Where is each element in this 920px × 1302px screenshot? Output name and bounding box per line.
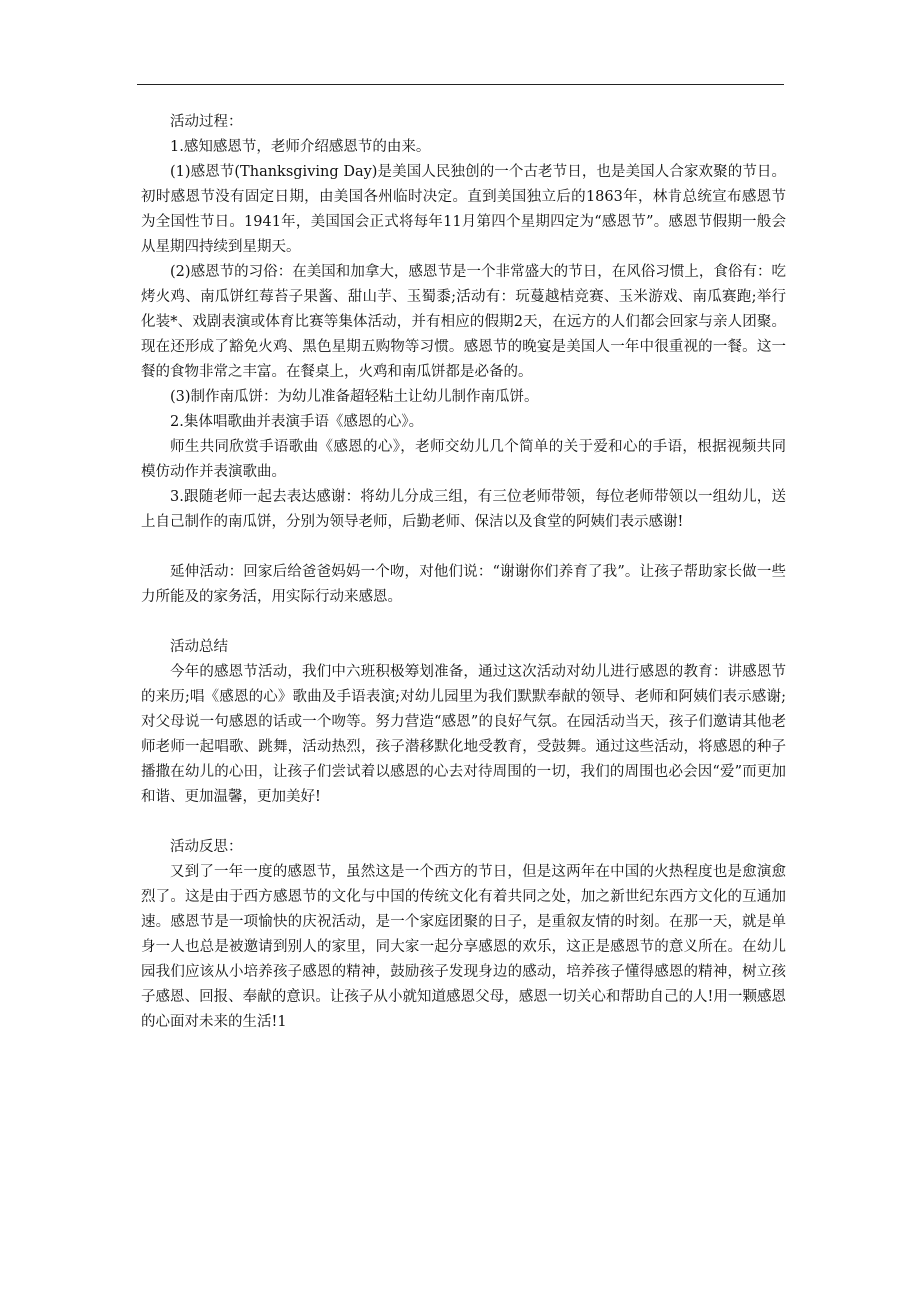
section-gap (141, 535, 786, 560)
extension-paragraph: 延伸活动：回家后给爸爸妈妈一个吻，对他们说：“谢谢你们养育了我”。让孩子帮助家长做一些力所能及的家务活，用实际行动来感恩。 (141, 564, 786, 605)
pumpkin-pie-paragraph: (3)制作南瓜饼：为幼儿准备超轻粘土让幼儿制作南瓜饼。 (170, 389, 539, 405)
process-step-2: 2.集体唱歌曲并表演手语《感恩的心》。 (170, 414, 424, 430)
document-body (141, 110, 786, 1035)
header-rule (137, 84, 784, 85)
thanksgiving-customs-paragraph: (2)感恩节的习俗：在美国和加拿大，感恩节是一个非常盛大的节日，在风俗习惯上，食俗有：吃烤火鸡、南瓜饼红莓苔子果酱、甜山芋、玉蜀黍;活动有：玩蔓越桔竞赛、玉米游戏、南瓜赛跑;举行化装*、戏剧表演或体育比赛等集体活动，并有相应的假期2天，在远方的人们都会回家与亲人团聚。现在还形成了豁免火鸡、黑色星期五购物等习惯。感恩节的晚宴是美国人一年中很重视的一餐。这一餐的食物非常之丰富。在餐桌上，火鸡和南瓜饼都是必备的。 (141, 264, 786, 380)
section-gap (141, 610, 786, 635)
process-step-1: 1.感知感恩节，老师介绍感恩节的由来。 (170, 139, 431, 155)
thanksgiving-origin-paragraph: (1)感恩节(Thanksgiving Day)是美国人民独创的一个古老节日，也是美国人合家欢聚的节日。初时感恩节没有固定日期，由美国各州临时决定。直到美国独立后的1863年，林肯总统宣布感恩节为全国性节日。1941年，美国国会正式将每年11月第四个星期四定为“感恩节”。感恩节假期一般会从星期四持续到星期天。 (141, 164, 786, 255)
process-heading: 活动过程： (170, 114, 243, 130)
section-gap (141, 810, 786, 835)
summary-heading: 活动总结 (170, 639, 228, 655)
summary-paragraph: 今年的感恩节活动，我们中六班积极筹划准备，通过这次活动对幼儿进行感恩的教育：讲感恩节的来历;唱《感恩的心》歌曲及手语表演;对幼儿园里为我们默默奉献的领导、老师和阿姨们表示感谢;对父母说一句感恩的话或一个吻等。努力营造“感恩”的良好气氛。在园活动当天，孩子们邀请其他老师老师一起唱歌、跳舞，活动热烈，孩子潜移默化地受教育，受鼓舞。通过这些活动，将感恩的种子播撒在幼儿的心田，让孩子们尝试着以感恩的心去对待周围的一切，我们的周围也必会因“爱”而更加和谐、更加温馨，更加美好! (141, 664, 786, 805)
reflection-heading: 活动反思： (170, 839, 243, 855)
process-step-3: 3.跟随老师一起去表达感谢：将幼儿分成三组，有三位老师带领，每位老师带领以一组幼儿，送上自己制作的南瓜饼，分别为领导老师，后勤老师、保洁以及食堂的阿姨们表示感谢! (141, 489, 786, 530)
reflection-paragraph: 又到了一年一度的感恩节，虽然这是一个西方的节日，但是这两年在中国的火热程度也是愈演愈烈了。这是由于西方感恩节的文化与中国的传统文化有着共同之处，加之新世纪东西方文化的互通加速。感恩节是一项愉快的庆祝活动，是一个家庭团聚的日子，是重叙友情的时刻。在那一天，就是单身一人也总是被邀请到别人的家里，同大家一起分享感恩的欢乐，这正是感恩节的意义所在。在幼儿园我们应该从小培养孩子感恩的精神，鼓励孩子发现身边的感动，培养孩子懂得感恩的精神，树立孩子感恩、回报、奉献的意识。让孩子从小就知道感恩父母，感恩一切关心和帮助自己的人!用一颗感恩的心面对未来的生活!1 (141, 864, 786, 1030)
sign-language-paragraph: 师生共同欣赏手语歌曲《感恩的心》，老师交幼儿几个简单的关于爱和心的手语，根据视频共同模仿动作并表演歌曲。 (141, 439, 786, 480)
